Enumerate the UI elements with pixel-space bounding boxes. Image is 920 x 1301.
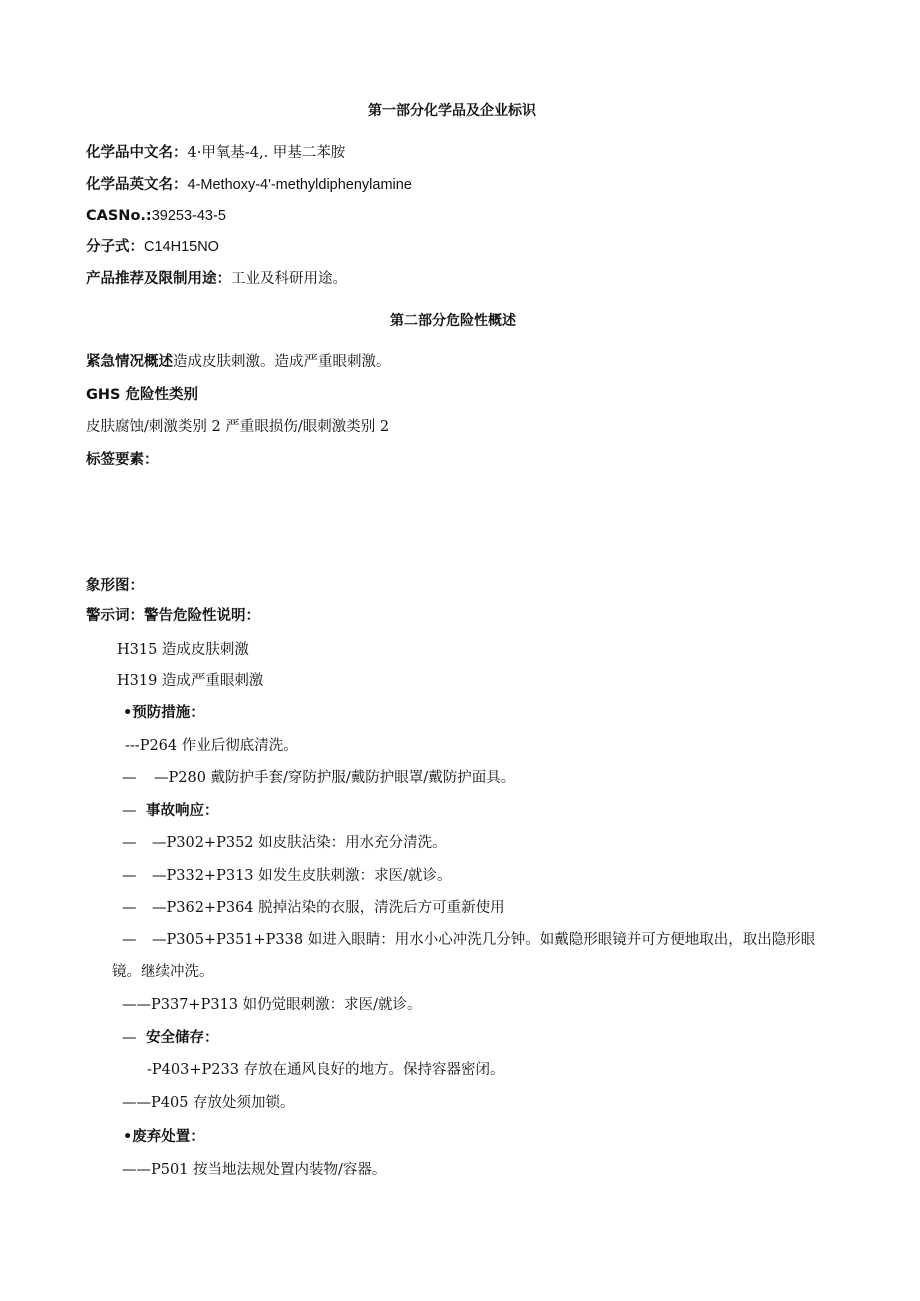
list-dash: — bbox=[122, 932, 137, 948]
cn-name-value: 4·甲氧基-4,. 甲基二苯胺 bbox=[187, 145, 346, 161]
precaution-p332-row bbox=[122, 866, 452, 886]
en-name-row bbox=[86, 175, 412, 195]
ghs-label: GHS 危险性类别 bbox=[86, 387, 199, 403]
cas-label: CASNo.: bbox=[86, 208, 152, 224]
list-dash: — bbox=[122, 770, 137, 786]
hazard-h315: H315 造成皮肤刺激 bbox=[117, 642, 249, 658]
precaution-p305-row bbox=[122, 930, 815, 950]
precaution-p280: —P280 戴防护手套/穿防护服/戴防护眼罩/戴防护面具。 bbox=[154, 770, 516, 786]
cas-row bbox=[86, 206, 226, 226]
response-label: 事故响应： bbox=[146, 803, 219, 819]
precaution-p302: —P302+P352 如皮肤沾染：用水充分清洗。 bbox=[152, 835, 447, 851]
emergency-value: 造成皮肤刺激。造成严重眼刺激。 bbox=[173, 354, 391, 370]
precaution-p362-row bbox=[122, 898, 505, 918]
emergency-label: 紧急情况概述 bbox=[86, 354, 173, 370]
section1-title: 第一部分化学品及企业标识 bbox=[368, 103, 536, 119]
label-elements: 标签要素： bbox=[86, 452, 159, 468]
list-dash: — bbox=[122, 900, 137, 916]
prevention-label: •预防措施： bbox=[123, 705, 205, 721]
precaution-p305-line2: 镜。继续冲洗。 bbox=[112, 964, 214, 980]
en-name-label: 化学品英文名： bbox=[86, 177, 188, 193]
list-dash: — bbox=[122, 1030, 137, 1046]
precaution-p501: ——P501 按当地法规处置内装物/容器。 bbox=[122, 1162, 387, 1178]
section2-title: 第二部分危险性概述 bbox=[390, 313, 516, 329]
precaution-p305-line1: —P305+P351+P338 如进入眼睛：用水小心冲洗几分钟。如戴隐形眼镜并可方便地取出，取出隐形眼 bbox=[152, 932, 816, 948]
pictogram-label: 象形图： bbox=[86, 578, 144, 594]
precaution-p403: -P403+P233 存放在通风良好的地方。保持容器密闭。 bbox=[147, 1062, 505, 1078]
list-dash: — bbox=[122, 835, 137, 851]
list-dash: — bbox=[122, 868, 137, 884]
use-label: 产品推荐及限制用途： bbox=[86, 271, 231, 287]
precaution-p332: —P332+P313 如发生皮肤刺激：求医/就诊。 bbox=[152, 868, 452, 884]
precaution-p362: —P362+P364 脱掉沾染的衣服，清洗后方可重新使用 bbox=[152, 900, 505, 916]
response-row bbox=[122, 801, 219, 821]
precaution-p280-row bbox=[122, 768, 515, 788]
cas-value: 39253-43-5 bbox=[151, 208, 226, 224]
emergency-row bbox=[86, 352, 391, 372]
precaution-p337: ——P337+P313 如仍觉眼刺激：求医/就诊。 bbox=[122, 997, 422, 1013]
formula-label: 分子式： bbox=[86, 239, 144, 255]
cn-name-label: 化学品中文名： bbox=[86, 145, 188, 161]
use-value: 工业及科研用途。 bbox=[231, 271, 347, 287]
precaution-p264: ---P264 作业后彻底清洗。 bbox=[125, 738, 298, 754]
ghs-value: 皮肤腐蚀/刺激类别 2 严重眼损伤/眼刺激类别 2 bbox=[86, 419, 390, 435]
hazard-h319: H319 造成严重眼刺激 bbox=[117, 673, 264, 689]
formula-row bbox=[86, 237, 219, 257]
signal-word: 警示词：警告危险性说明： bbox=[86, 608, 260, 624]
precaution-p302-row bbox=[122, 833, 447, 853]
en-name-value: 4-Methoxy-4'-methyldiphenylamine bbox=[187, 177, 412, 193]
formula-value: C14H15NO bbox=[144, 239, 219, 255]
list-dash: — bbox=[122, 803, 137, 819]
cn-name-row bbox=[86, 143, 345, 163]
use-row bbox=[86, 269, 347, 289]
storage-label: 安全储存： bbox=[146, 1030, 219, 1046]
storage-row bbox=[122, 1028, 219, 1048]
disposal-label: •废弃处置： bbox=[123, 1129, 205, 1145]
precaution-p405: ——P405 存放处须加锁。 bbox=[122, 1095, 295, 1111]
